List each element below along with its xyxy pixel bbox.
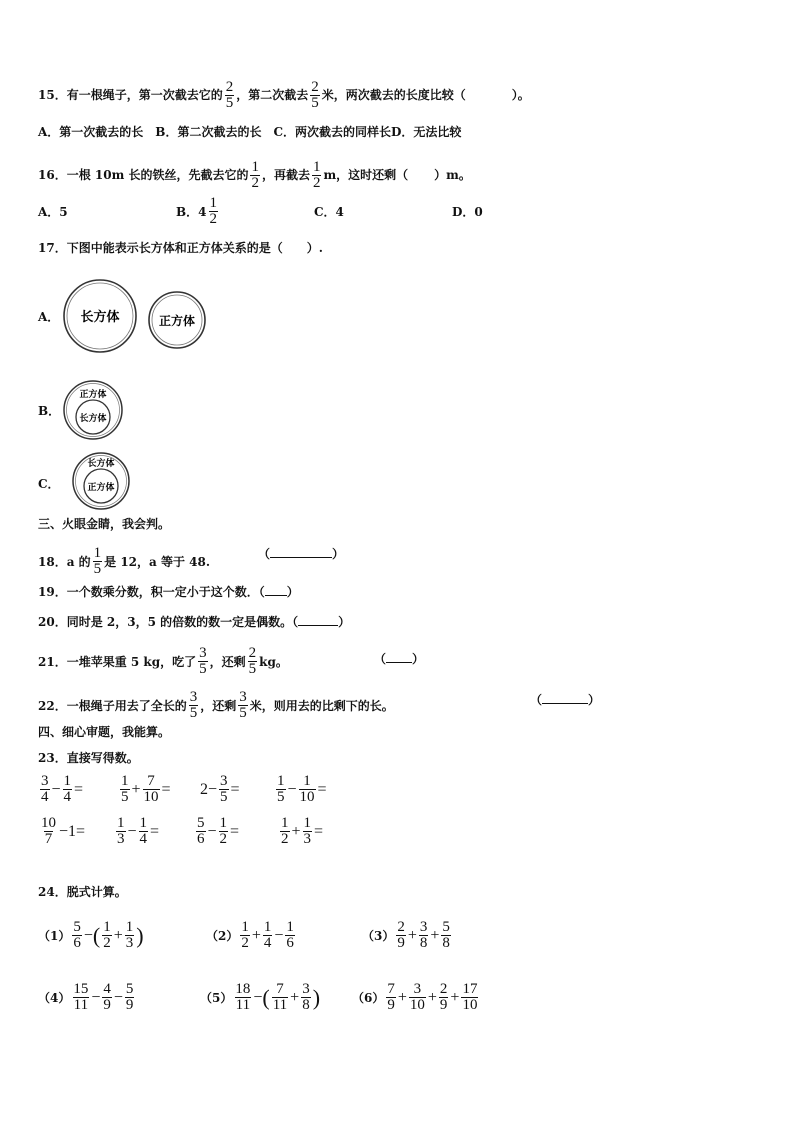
fraction: $\frac{1}{5}$ (93, 545, 102, 577)
q24-problem-6: （6） $\frac{7}{9}$ + $\frac{3}{10}$ + $\frac{2}{9}$ + $\frac{17}{10}$ (352, 981, 478, 1013)
q23-expr-1: $\frac{3}{4}$ − $\frac{1}{4}$ = (41, 773, 84, 805)
question-15: 15．有一根绳子，第一次截去它的 $\frac{2}{5}$ ，第二次截去 $\frac{2}{5}$ 米，两次截去的长度比较（ ）。 (38, 79, 530, 111)
cube-label: 正方体 (79, 390, 107, 400)
section-4-heading: 四、细心审题，我能算。 (38, 725, 171, 739)
fraction: $\frac{2}{5}$ (311, 79, 319, 111)
q23-expr-2: $\frac{1}{5}$ + $\frac{7}{10}$ = (121, 773, 171, 805)
q17-label-a: A． (38, 310, 60, 324)
q23-expr-6: $\frac{1}{3}$ − $\frac{1}{4}$ = (117, 815, 160, 847)
question-16: 16．一根 10m 长的铁丝，先截去它的 $\frac{1}{2}$ ，再截去 $\frac{1}{2}$ m，这时还剩（ ）m。 (38, 159, 471, 191)
q16-option-d: D．0 (452, 205, 483, 219)
cube-label: 正方体 (158, 314, 196, 328)
diagram-option-c (70, 452, 134, 510)
q23-expr-8: $\frac{1}{2}$ + $\frac{1}{3}$ = (281, 815, 324, 847)
fraction: $\frac{1}{2}$ (209, 195, 217, 227)
question-15-options: A．第一次截去的长 B．第二次截去的长 C．两次截去的同样长D．无法比较 (38, 125, 462, 139)
q24-problem-2: （2） $\frac{1}{2}$ + $\frac{1}{4}$ − $\frac{1}{6}$ (206, 919, 294, 951)
q24-problem-5: （5） $\frac{18}{11}$ − ( $\frac{7}{11}$ + $\frac{3}{8}$ ) (200, 981, 321, 1013)
fraction: $\frac{3}{5}$ (239, 689, 247, 721)
q16-option-a: A．5 (38, 205, 68, 219)
cube-label: 正方体 (87, 483, 115, 493)
q17-label-c: C． (38, 477, 60, 491)
fraction: $\frac{2}{5}$ (225, 79, 234, 111)
q18-answer-blank[interactable]: （ ） (258, 547, 345, 561)
q24-problem-3: （3） $\frac{2}{9}$ + $\frac{3}{8}$ + $\frac{5}{8}$ (362, 919, 450, 951)
cuboid-label: 长方体 (87, 459, 115, 469)
q22-answer-blank[interactable]: （ ） (530, 693, 601, 707)
q21-answer-blank[interactable]: （ ） (374, 652, 425, 666)
fraction: $\frac{1}{2}$ (312, 159, 321, 191)
fraction: $\frac{1}{2}$ (251, 159, 259, 191)
q16-option-c: C．4 (314, 205, 344, 219)
question-17: 17．下图中能表示长方体和正方体关系的是（ ）. (38, 241, 323, 255)
question-19: 19．一个数乘分数，积一定小于这个数．（ ） (38, 585, 299, 599)
question-22: 22．一根绳子用去了全长的 $\frac{3}{5}$ ，还剩 $\frac{3}{5}$ 米，则用去的比剩下的长。 (38, 689, 394, 721)
answer-blank[interactable] (298, 615, 338, 626)
q23-expr-7: $\frac{5}{6}$ − $\frac{1}{2}$ = (197, 815, 240, 847)
cuboid-label: 长方体 (79, 414, 107, 424)
diagram-option-b (62, 380, 126, 440)
question-18: 18．a 的 $\frac{1}{5}$ 是 12，a 等于 48. (38, 545, 211, 577)
q16-option-b: B．4 $\frac{1}{2}$ (176, 195, 217, 227)
diagram-option-a (62, 274, 212, 358)
cuboid-label: 长方体 (80, 310, 120, 325)
q23-expr-5: $\frac{10}{7}$ − 1 = (41, 815, 86, 847)
section-3-heading: 三、火眼金睛，我会判。 (38, 517, 171, 531)
q24-problem-1: （1） $\frac{5}{6}$ − ( $\frac{1}{2}$ + $\frac{1}{3}$ ) (38, 919, 144, 951)
q23-expr-3: 2 − $\frac{3}{5}$ = (200, 773, 240, 805)
question-21: 21．一堆苹果重 5 kg，吃了 $\frac{3}{5}$ ，还剩 $\frac{2}{5}$ kg。 (38, 645, 288, 677)
fraction: $\frac{3}{5}$ (199, 645, 207, 677)
question-24-title: 24．脱式计算。 (38, 885, 127, 899)
q24-problem-4: （4） $\frac{15}{11}$ − $\frac{4}{9}$ − $\frac{5}{9}$ (38, 981, 134, 1013)
q23-expr-4: $\frac{1}{5}$ − $\frac{1}{10}$ = (277, 773, 327, 805)
question-23-title: 23．直接写得数。 (38, 751, 139, 765)
fraction: $\frac{2}{5}$ (248, 645, 257, 677)
question-20: 20．同时是 2，3，5 的倍数的数一定是偶数。（ ） (38, 615, 351, 629)
q17-label-b: B． (38, 404, 61, 418)
fraction: $\frac{3}{5}$ (189, 689, 198, 721)
answer-blank[interactable] (265, 585, 287, 596)
